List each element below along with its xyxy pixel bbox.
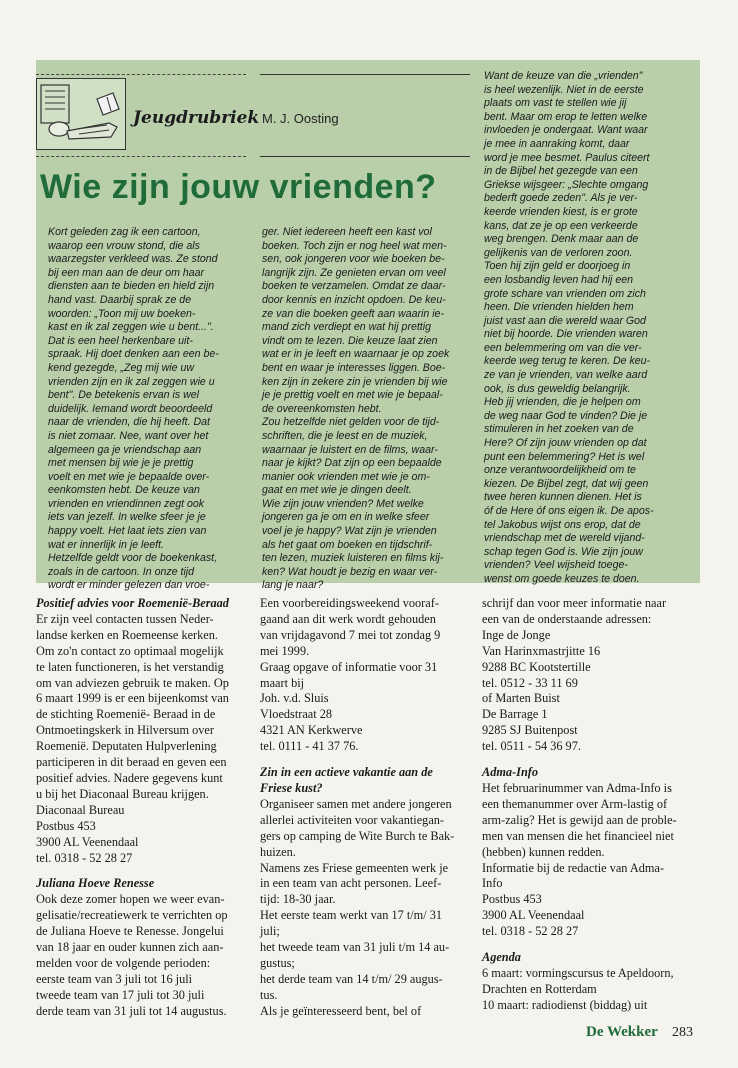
feature-line: twee heren kunnen dienen. Het is: [484, 491, 642, 504]
feature-column-1: [48, 226, 248, 593]
feature-line: bij een man aan de deur om haar: [48, 266, 205, 279]
feature-line: naar je kijkt? Dat zijn op een bepaalde: [262, 457, 442, 470]
body-line: tweede team van 17 juli tot 30 juli: [36, 987, 205, 1002]
feature-line: Zou hetzelfde niet gelden voor de tijd-: [262, 416, 440, 429]
feature-line: algemeen ga je vriendschap aan: [48, 443, 202, 456]
feature-line: Hetzelfde geldt voor de boekenkast,: [48, 552, 218, 565]
feature-line: de overeenkomsten hebt.: [262, 402, 382, 415]
body-line: in een team van acht personen. Leef-: [260, 876, 442, 891]
body-line: tel. 0111 - 41 37 76.: [260, 739, 359, 754]
feature-line: een belemmering om van die ver-: [484, 341, 642, 354]
feature-line: vrienden en vriendinnen zegt ook: [48, 497, 205, 510]
feature-line: weg brengen. Denk maar aan de: [484, 233, 639, 246]
feature-line: boeken te verzamelen. Omdat ze daar-: [262, 280, 446, 293]
body-line: eerste team van 3 juli tot 16 juli: [36, 971, 193, 986]
feature-line: boeken. Toch zijn er nog heel wat men-: [262, 239, 447, 252]
feature-line: woorden: „Toon mij uw boeken-: [48, 307, 196, 320]
feature-line: als het gaat om boeken en tijdschrif-: [262, 538, 433, 551]
body-line: 3900 AL Veenendaal: [482, 908, 585, 923]
feature-line: wenst om goede keuzes te doen.: [484, 572, 640, 585]
feature-line: voelt en met wie je bepaalde over-: [48, 470, 210, 483]
paragraph-gap: [260, 755, 472, 765]
body-line: tel. 0318 - 52 28 27: [482, 924, 579, 939]
section-heading: Positief advies voor Roemenië-Beraad: [36, 596, 229, 610]
body-line: schrijf dan voor meer informatie naar: [482, 596, 667, 610]
body-line: Informatie bij de redactie van Adma-: [482, 860, 664, 875]
body-line: 9285 SJ Buitenpost: [482, 723, 578, 738]
column-title: Jeugdrubriek: [133, 108, 260, 128]
body-line: Om zo'n contact zo optimaal mogelijk: [36, 643, 224, 658]
feature-line: bent. Maar om erop te letten welke: [484, 110, 648, 123]
body-line: Ook deze zomer hopen we weer evan-: [36, 892, 225, 907]
section-heading: Agenda: [482, 950, 521, 965]
body-line: huizen.: [260, 844, 296, 859]
feature-line: vriendschap met de wereld vijand-: [484, 532, 645, 545]
body-line: Diaconaal Bureau: [36, 802, 125, 817]
feature-line: mand zich verdiept en wat hij prettig: [262, 321, 431, 334]
article-headline: Wie zijn jouw vrienden?: [40, 168, 437, 206]
feature-line: juist vast aan die wereld waar God: [484, 314, 646, 327]
body-line: gers op camping de Wite Burch te Bak-: [260, 828, 455, 843]
feature-line: wat er in je leeft en waarnaar je op zoek: [262, 348, 450, 361]
feature-line: punt een belemmering? Het is wel: [484, 450, 645, 463]
section-heading: Juliana Hoeve Renesse: [36, 876, 155, 891]
feature-line: ken? Wat houdt je bezig en waar ver-: [262, 565, 438, 578]
feature-line: niet bij hoorde. Die vrienden waren: [484, 328, 648, 341]
feature-line: keerde weg terug te keren. De keu-: [484, 355, 651, 368]
body-line: derde team van 31 juli tot 14 augustus.: [36, 1003, 227, 1018]
feature-line: je je prettig voelt en met wie je bepaal-: [262, 389, 443, 402]
body-line: Roemenië. Deputaten Hulpverlening: [36, 739, 217, 754]
body-line: Inge de Jonge: [482, 627, 551, 642]
author-name: M. J. Oosting: [262, 111, 339, 126]
section-heading: Adma-Info: [482, 765, 539, 780]
body-line: arm-zalig? Het is gewijd aan de proble-: [482, 812, 677, 827]
feature-line: hand vast. Daarbij sprak ze de: [48, 293, 192, 306]
feature-line: Griekse wijsgeer: „Slechte omgang: [484, 178, 649, 191]
section-heading: Zin in een actieve vakantie aan de: [260, 765, 433, 780]
feature-line: vindt om te lezen. Die keuze laat zien: [262, 334, 438, 347]
feature-line: heen. Die vrienden hielden hem: [484, 301, 634, 314]
header-rule-bottom: [260, 156, 470, 157]
feature-line: waarop een vrouw stond, die als: [48, 239, 200, 252]
body-line: tus.: [260, 987, 278, 1002]
feature-line: tel Jakobus wijst ons erop, dat de: [484, 518, 641, 531]
body-line: Ontmoetingskerk in Hilversum over: [36, 723, 214, 738]
feature-line: spraak. Hij doet denken aan een be-: [48, 348, 219, 361]
body-line: gelisatie/recreatiewerk te verrichten op: [36, 908, 228, 923]
paragraph-gap: [482, 940, 697, 950]
feature-line: Toen hij zijn geld er doorjoeg in: [484, 260, 631, 273]
feature-line: iets van jezelf. In welke sfeer je je: [48, 511, 206, 524]
feature-line: in de Bijbel het gezegde van een: [484, 165, 638, 178]
feature-line: naar de vrienden, die hij heeft. Dat: [48, 416, 210, 429]
feature-line: kast en ik zal zeggen wie u bent...".: [48, 321, 214, 334]
body-line: 6 maart 1999 is er een bijeenkomst van: [36, 691, 229, 706]
feature-line: manier ook vrienden met wie je om-: [262, 470, 430, 483]
body-line: de Juliana Hoeve te Renesse. Jongelui: [36, 924, 224, 939]
body-line: Postbus 453: [36, 818, 96, 833]
lower-column-1: [36, 596, 246, 1020]
body-line: of Marten Buist: [482, 691, 560, 706]
feature-line: óf de Here óf ons eigen ik. De apos-: [484, 505, 654, 517]
body-line: de stichting Roemenië- Beraad in de: [36, 707, 216, 722]
body-line: u bij het Diaconaal Bureau krijgen.: [36, 786, 209, 801]
body-line: 3900 AL Veenendaal: [36, 834, 139, 849]
body-line: Het eerste team werkt van 17 t/m/ 31: [260, 908, 443, 923]
body-line: men van mensen die het financieel niet: [482, 828, 674, 843]
body-line: een van de onderstaande adressen:: [482, 611, 652, 626]
feature-line: Wie zijn jouw vrienden? Met welke: [262, 497, 424, 510]
feature-line: word je mee besmet. Paulus citeert: [484, 151, 650, 164]
feature-line: de weg naar God te vinden? Die je: [484, 409, 648, 422]
body-line: Drachten en Rotterdam: [482, 981, 597, 996]
feature-line: plaats om vast te stellen wie jij: [484, 97, 627, 110]
header-dashed-rule-top: [36, 74, 246, 75]
body-line: tijd: 18-30 jaar.: [260, 892, 336, 907]
body-line: tel. 0318 - 52 28 27: [36, 850, 133, 865]
feature-line: Here? Of zijn jouw vrienden op dat: [484, 437, 647, 450]
paragraph-gap: [482, 755, 697, 765]
section-heading: Friese kust?: [260, 780, 323, 795]
body-line: positief advies. Nadere gegevens kunt: [36, 770, 223, 785]
reading-person-icon: [36, 78, 126, 150]
body-line: Als je geïnteresseerd bent, bel of: [260, 1003, 422, 1018]
lower-column-2: [260, 596, 472, 1020]
body-line: van vrijdagavond 7 mei tot zondag 9: [260, 627, 441, 642]
header-dashed-rule-bottom: [36, 156, 246, 157]
feature-line: Want de keuze van die „vrienden": [484, 70, 643, 82]
feature-line: vrienden zijn en ik zal zeggen wie u: [48, 375, 215, 388]
feature-line: zoals in de cartoon. In onze tijd: [48, 565, 195, 578]
feature-line: waarzegster verkleed was. Ze stond: [48, 253, 218, 266]
feature-column-3: [484, 70, 689, 587]
body-line: 9288 BC Kootstertille: [482, 659, 591, 674]
body-line: Vloedstraat 28: [260, 707, 333, 722]
body-line: (hebben) kunnen redden.: [482, 844, 605, 859]
body-line: tel. 0512 - 33 11 69: [482, 675, 578, 690]
feature-line: wordt er minder gelezen dan vroe-: [48, 579, 210, 592]
body-line: Het februarinummer van Adma-Info is: [482, 780, 672, 795]
feature-line: je mee in aanraking komt, daar: [484, 137, 630, 150]
feature-line: bent". De betekenis ervan is wel: [48, 389, 199, 402]
feature-line: is niet zomaar. Nee, want over het: [48, 429, 209, 442]
feature-line: Dat is een heel herkenbare uit-: [48, 334, 193, 347]
body-line: Een voorbereidingsweekend vooraf-: [260, 596, 439, 610]
magazine-name: De Wekker: [586, 1024, 658, 1040]
feature-line: waarnaar je luistert en de films, waar-: [262, 443, 438, 456]
body-line: gaand aan dit werk wordt gehouden: [260, 611, 436, 626]
feature-line: ze van die boeken geeft aan waarin ie-: [262, 307, 444, 320]
body-line: 6 maart: vormingscursus te Apeldoorn,: [482, 965, 674, 980]
body-line: juli;: [260, 924, 280, 939]
body-line: Organiseer samen met andere jongeren: [260, 796, 452, 811]
body-line: 4321 AN Kerkwerve: [260, 723, 363, 738]
feature-line: kans, dat ze je op een verkeerde: [484, 219, 638, 232]
body-line: Er zijn veel contacten tussen Neder-: [36, 611, 214, 626]
feature-line: gaat en met wie je dingen deelt.: [262, 484, 412, 497]
feature-line: schriften, die je leest en de muziek,: [262, 429, 428, 442]
feature-line: schap tegen God is. Wie zijn jouw: [484, 545, 643, 558]
body-line: maart bij: [260, 675, 305, 690]
body-line: De Barrage 1: [482, 707, 548, 722]
feature-line: voel je je happy? Wat zijn je vrienden: [262, 525, 437, 538]
feature-line: eenkomsten hebt. De keuze van: [48, 484, 200, 497]
feature-line: happy voelt. Het laat iets zien van: [48, 525, 207, 538]
body-line: Info: [482, 876, 503, 891]
feature-line: jongeren ga je om en in welke sfeer: [262, 511, 430, 524]
feature-line: kend gezegde, „Zeg mij wie uw: [48, 361, 195, 374]
feature-line: ken zijn in zekere zin je vrienden bij wie: [262, 375, 448, 388]
feature-line: sen, ook jongeren voor wie boeken be-: [262, 253, 445, 266]
body-line: om van adviezen gebruik te maken. Op: [36, 675, 229, 690]
feature-line: onze verantwoordelijkheid om te: [484, 464, 636, 477]
feature-line: ten lezen, muziek luisteren en films kij-: [262, 552, 444, 565]
body-line: Van Harinxmastrjitte 16: [482, 643, 601, 658]
body-line: mei 1999.: [260, 643, 310, 658]
feature-line: is heel wezenlijk. Niet in de eerste: [484, 83, 644, 96]
feature-line: diensten aan te bieden en hield zijn: [48, 280, 215, 293]
feature-line: Kort geleden zag ik een cartoon,: [48, 226, 201, 238]
body-line: Graag opgave of informatie voor 31: [260, 659, 438, 674]
body-line: te laten functioneren, is het verstandig: [36, 659, 224, 674]
body-line: van 18 jaar en ouder kunnen zich aan-: [36, 940, 224, 955]
body-line: Namens zes Friese gemeenten werk je: [260, 860, 449, 875]
feature-line: stimuleren in het zoeken van de: [484, 423, 634, 436]
body-line: melden voor de volgende perioden:: [36, 955, 211, 970]
feature-line: met mensen bij wie je je prettig: [48, 457, 194, 470]
body-line: gustus;: [260, 955, 295, 970]
feature-line: lang je naar?: [262, 579, 324, 592]
feature-line: grote schare van vrienden om zich: [484, 287, 646, 300]
feature-line: ook, is dus geweldig belangrijk.: [484, 382, 631, 395]
feature-line: Heb jij vrienden, die je helpen om: [484, 396, 641, 409]
feature-line: ger. Niet iedereen heeft een kast vol: [262, 226, 432, 238]
feature-line: kiezen. De Bijbel zegt, dat wij geen: [484, 477, 649, 490]
feature-line: door kennis en inzicht opdoen. De keu-: [262, 293, 446, 306]
paragraph-gap: [36, 866, 246, 876]
feature-line: keerde vrienden kiest, is er grote: [484, 205, 638, 218]
lower-column-3: [482, 596, 697, 1014]
feature-line: bent en waar je interesses liggen. Boe-: [262, 361, 446, 374]
feature-line: gelijkenis van de verloren zoon.: [484, 246, 633, 259]
feature-line: ze van je vrienden, van welke aard: [484, 369, 648, 382]
body-line: het derde team van 14 t/m/ 29 augus-: [260, 971, 443, 986]
header-rule-top: [260, 74, 470, 75]
page-number: 283: [672, 1025, 693, 1040]
body-line: participeren in dit beraad en geven een: [36, 755, 227, 770]
body-line: Joh. v.d. Sluis: [260, 691, 329, 706]
body-line: Postbus 453: [482, 892, 542, 907]
body-line: 10 maart: radiodienst (biddag) uit: [482, 997, 648, 1012]
body-line: een themanummer over Arm-lastig of: [482, 796, 668, 811]
feature-line: duidelijk. Iemand wordt beoordeeld: [48, 402, 213, 415]
feature-line: vrienden? Veel wijsheid toege-: [484, 559, 628, 572]
body-line: landse kerken en Roemeense kerken.: [36, 627, 218, 642]
feature-line: wat er innerlijk in je leeft.: [48, 538, 164, 551]
feature-line: invloeden je ondergaat. Want waar: [484, 124, 648, 137]
body-line: het tweede team van 31 juli t/m 14 au-: [260, 940, 450, 955]
feature-line: bederft goede zeden". Als je ver-: [484, 192, 638, 205]
feature-line: langrijk zijn. Ze genieten ervan om veel: [262, 266, 446, 279]
feature-column-2: [262, 226, 472, 593]
feature-line: een losbandig leven had hij een: [484, 273, 634, 286]
body-line: tel. 0511 - 54 36 97.: [482, 739, 581, 754]
body-line: allerlei activiteiten voor vakantiegan-: [260, 812, 445, 827]
